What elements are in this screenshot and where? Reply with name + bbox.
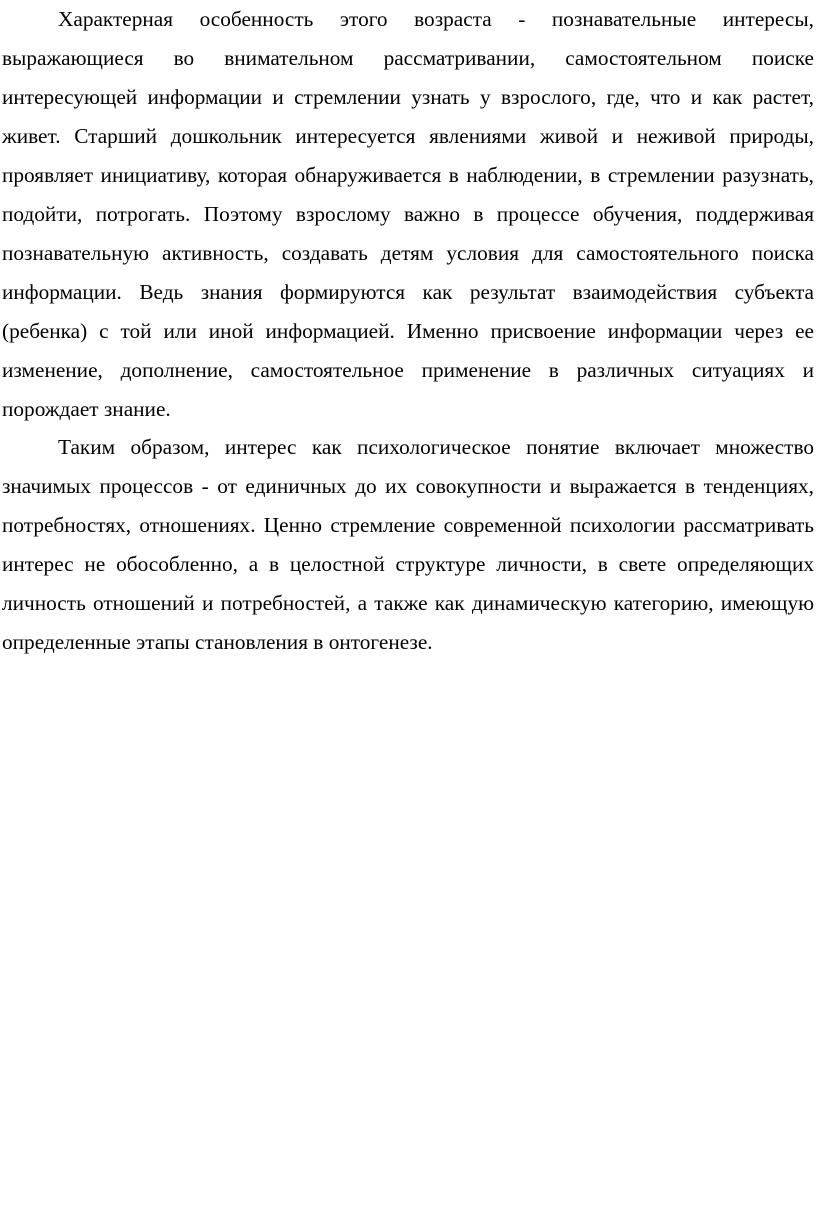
document-page: [2, 0, 814, 662]
paragraph-age-interests: Характерная особенность этого возраста - познавательные интересы, выражающиеся во внимательном рассматривании, самостоятельном поиске интересующей информации и стремлении узнать у взрослого, где, что и как растет, живет. Старший дошкольник интересуется явлениями живой и неживой природы, проявляет инициативу, которая обнаруживается в наблюдении, в стремлении разузнать, подойти, потрогать. Поэтому взрослому важно в процессе обучения, поддерживая познавательную активность, создавать детям условия для самостоятельного поиска информации. Ведь знания формируются как результат взаимодействия субъекта (ребенка) с той или иной информацией. Именно присвоение информации через ее изменение, дополнение, самостоятельное применение в различных ситуациях и порождает знание.: [2, 7, 814, 421]
paragraph-conclusion: Таким образом, интерес как психологическое понятие включает множество значимых процессов - от единичных до их совокупности и выражается в тенденциях, потребностях, отношениях. Ценно стремление современной психологии рассматривать интерес не обособленно, а в целостной структуре личности, в свете определяющих личность отношений и потребностей, а также как динамическую категорию, имеющую определенные этапы становления в онтогенезе.: [2, 435, 814, 655]
